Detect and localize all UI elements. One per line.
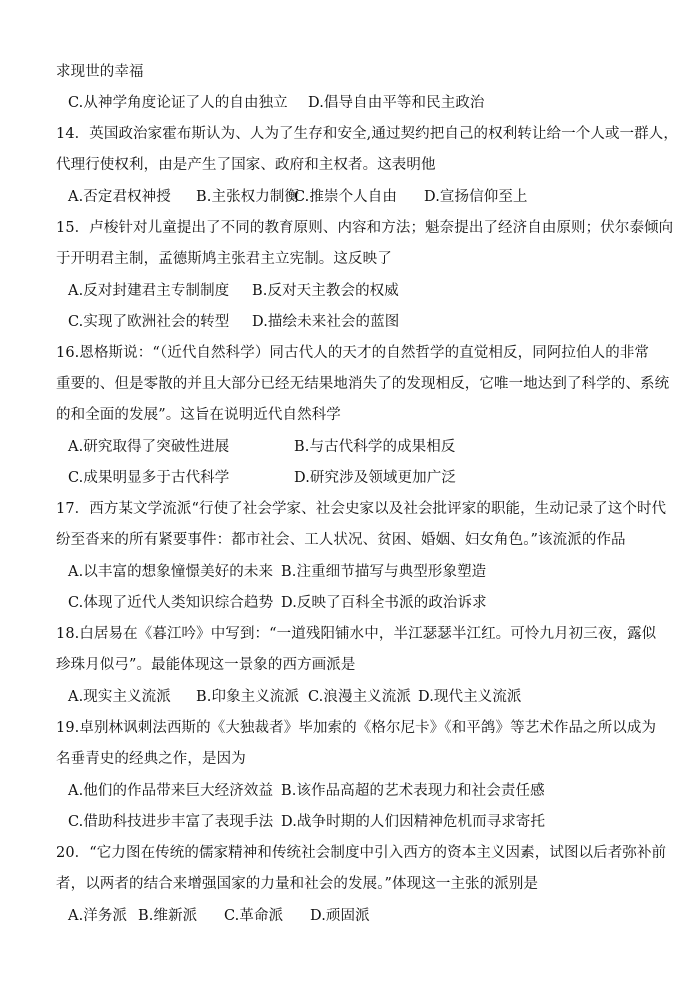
question-17: 17．西方某文学流派“行使了社会学家、社会史家以及社会批评家的职能，生动记录了这个时代: [56, 501, 667, 517]
option-d: D.战争时期的人们因精神危机而寻求寄托: [281, 814, 546, 830]
option-c: C.成果明显多于古代科学: [68, 470, 230, 486]
option-row: [68, 281, 399, 301]
option-a: A.否定君权神授: [68, 189, 171, 205]
option-d: D.研究涉及领域更加广泛: [294, 470, 456, 486]
question-16: 16.恩格斯说：“（近代自然科学）同古代人的天才的自然哲学的直觉相反，同阿拉伯人的非常: [56, 345, 650, 361]
text-line: 重要的、但是零散的并且大部分已经无结果地消失了的发现相反，它唯一地达到了科学的、系统: [56, 376, 670, 392]
text-line: 珍珠月似弓”。最能体现这一景象的西方画派是: [56, 657, 356, 673]
question-20: 20．“它力图在传统的儒家精神和传统社会制度中引入西方的资本主义因素，试图以后者弥补前: [56, 845, 667, 861]
question-19: 19.卓别林讽刺法西斯的《大独裁者》毕加索的《格尔尼卡》《和平鸽》等艺术作品之所以成为: [56, 720, 657, 736]
option-row: [68, 468, 456, 488]
option-d: D.顽固派: [310, 908, 370, 924]
option-b: B.印象主义流派: [196, 689, 300, 705]
text-line: 者，以两者的结合来增强国家的力量和社会的发展。”体现这一主张的派别是: [56, 876, 539, 892]
text-line: 的和全面的发展”。这旨在说明近代自然科学: [56, 407, 341, 423]
option-c: C.浪漫主义流派: [308, 689, 411, 705]
option-c: C.体现了近代人类知识综合趋势: [68, 595, 274, 611]
option-row: [68, 437, 456, 457]
option-a: A.以丰富的想象憧憬美好的未来: [68, 564, 274, 580]
option-d: D.反映了百科全书派的政治诉求: [281, 595, 487, 611]
text-line: 求现世的幸福: [56, 64, 144, 80]
option-d: D.宣扬信仰至上: [424, 189, 528, 205]
option-b: B.注重细节描写与典型形象塑造: [281, 564, 487, 580]
option-row: [68, 781, 545, 801]
text-line: 名垂青史的经典之作，是因为: [56, 751, 246, 767]
option-row: [68, 562, 487, 582]
question-14: 14．英国政治家霍布斯认为、人为了生存和安全,通过契约把自己的权利转让给一个人或一群人，: [56, 126, 678, 142]
option-c: C.实现了欧洲社会的转型: [68, 314, 230, 330]
option-d: D.现代主义流派: [418, 689, 522, 705]
option-row: [68, 906, 370, 926]
option-row: [68, 187, 528, 207]
option-b: B.维新派: [138, 908, 198, 924]
option-a: A.他们的作品带来巨大经济效益: [68, 783, 274, 799]
option-row: [68, 312, 400, 332]
question-15: 15．卢梭针对儿童提出了不同的教育原则、内容和方法；魁奈提出了经济自由原则；伏尔泰倾向: [56, 220, 674, 236]
option-row: [68, 593, 487, 613]
option-a: A.洋务派: [68, 908, 128, 924]
option-c: C.推崇个人自由: [294, 189, 397, 205]
option-b: B.与古代科学的成果相反: [294, 439, 456, 455]
option-c: C.从神学角度论证了人的自由独立: [68, 95, 288, 111]
text-line: 纷至沓来的所有紧要事件：都市社会、工人状况、贫困、婚姻、妇女角色。”该流派的作品: [56, 532, 626, 548]
option-c: C.借助科技进步丰富了表现手法: [68, 814, 274, 830]
option-a: A.现实主义流派: [68, 689, 171, 705]
option-row: [68, 93, 485, 113]
option-a: A.研究取得了突破性进展: [68, 439, 230, 455]
text-line: 于开明君主制，孟德斯鸠主张君主立宪制。这反映了: [56, 251, 392, 267]
option-row: [68, 812, 546, 832]
option-row: [68, 687, 522, 707]
option-b: B.反对天主教会的权威: [252, 283, 399, 299]
option-a: A.反对封建君主专制制度: [68, 283, 230, 299]
option-b: B.该作品高超的艺术表现力和社会责任感: [281, 783, 545, 799]
option-b: B.主张权力制衡: [196, 189, 300, 205]
text-line: 代理行使权利，由是产生了国家、政府和主权者。这表明他: [56, 157, 436, 173]
option-d: D.描绘未来社会的蓝图: [252, 314, 400, 330]
option-d: D.倡导自由平等和民主政治: [308, 95, 485, 111]
question-18: 18.白居易在《暮江吟》中写到：“一道残阳铺水中，半江瑟瑟半江红。可怜九月初三夜，露似: [56, 626, 657, 642]
option-c: C.革命派: [224, 908, 284, 924]
